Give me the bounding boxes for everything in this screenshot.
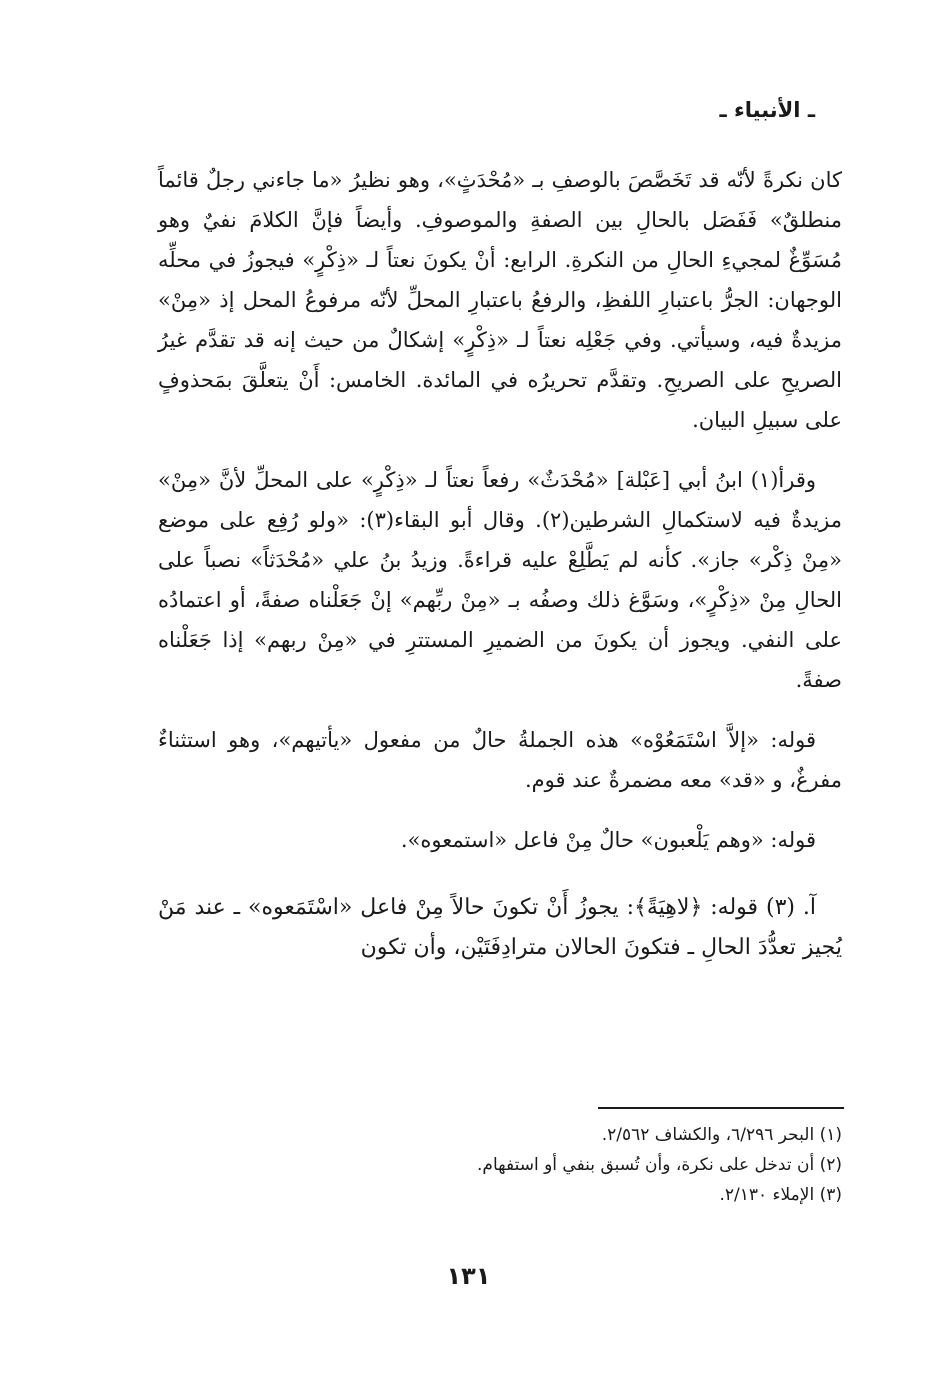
footnote-divider [598, 1107, 844, 1109]
paragraph-3: قوله: «إلاَّ اسْتَمَعُوْه» هذه الجملةُ حالٌ من مفعول «يأتيهم»، وهو استثناءٌ مفرغٌ، و «قد» معه مضمرةٌ عند قوم. [158, 728, 842, 792]
footnote-1: (١) البحر ٦/٢٩٦، والكشاف ٢/٥٦٢. [601, 1125, 842, 1145]
footnote-3: (٣) الإملاء ٢/١٣٠. [719, 1185, 842, 1205]
main-text [158, 160, 842, 988]
paragraph-2: وقرأ(١) ابنُ أبي [عَبْلة] «مُحْدَثٌ» رفعاً نعتاً لـ «ذِكْرٍ» على المحلِّ لأنَّ «مِنْ» مزيدةٌ فيه لاستكمالِ الشرطين(٢). وقال أبو البقاء(٣): «ولو رُفِع على موضع «مِنْ ذِكْر» جاز». كأنه لم يَطَّلِعْ عليه قراءةً. وزيدُ بنُ علي «مُحْدَثاً» نصباً على الحالِ مِنْ «ذِكْرٍ»، وسَوَّغ ذلك وصفُه بـ «مِنْ ربِّهم» إنْ جَعَلْناه صفةً، أو اعتمادُه على النفي. ويجوز أن يكونَ من الضميرِ المستترِ في «مِنْ ربهم» إذا جَعَلْناه صفةً. [158, 468, 843, 692]
running-header: ـ الأنبياء ـ [719, 98, 815, 122]
footnote-2: (٢) أن تدخل على نكرة، وأن تُسبق بنفي أو استفهام. [477, 1155, 842, 1175]
paragraph-4: قوله: «وهم يَلْعبون» حالٌ مِنْ فاعل «استمعوه». [400, 828, 816, 852]
paragraph-1: كان نكرةً لأنّه قد تَخَصَّصَ بالوصفِ بـ «مُحْدَثٍ»، وهو نظيرُ «ما جاءني رجلٌ قائماً منطلقٌ» فَفَصَل بالحالِ بين الصفةِ والموصوفِ. وأيضاً فإنَّ الكلامَ نفيٌ وهو مُسَوِّغٌ لمجيءِ الحالِ من النكرةِ. الرابع: أنْ يكونَ نعتاً لـ «ذِكْرٍ» فيجوزُ في محلِّه الوجهان: الجرُّ باعتبارِ اللفظِ، والرفعُ باعتبارِ المحلِّ لأنّه مرفوعُ المحل إذ «مِنْ» مزيدةٌ فيه، وسيأتي. وفي جَعْلِه نعتاً لـ «ذِكْرٍ» إشكالٌ من حيث إنه قد تقدَّم غيرُ الصريحِ على الصريحِ. وتقدَّم تحريرُه في المائدة. الخامس: أَنْ يتعلَّقَ بمَحذوفٍ على سبيلِ البيان. [158, 168, 842, 432]
footnotes [300, 1120, 842, 1210]
paragraph-5: آ. (٣) قوله: ﴿لاهِيَةً﴾: يجوزُ أَنْ تكونَ حالاً مِنْ فاعل «اسْتَمَعوه» ـ عند مَنْ يُجيز تعدُّدَ الحالِ ـ فتكونَ الحالان مترادِفَتَيْن، وأن تكون [158, 895, 842, 960]
page-number: ١٣١ [446, 1262, 491, 1290]
